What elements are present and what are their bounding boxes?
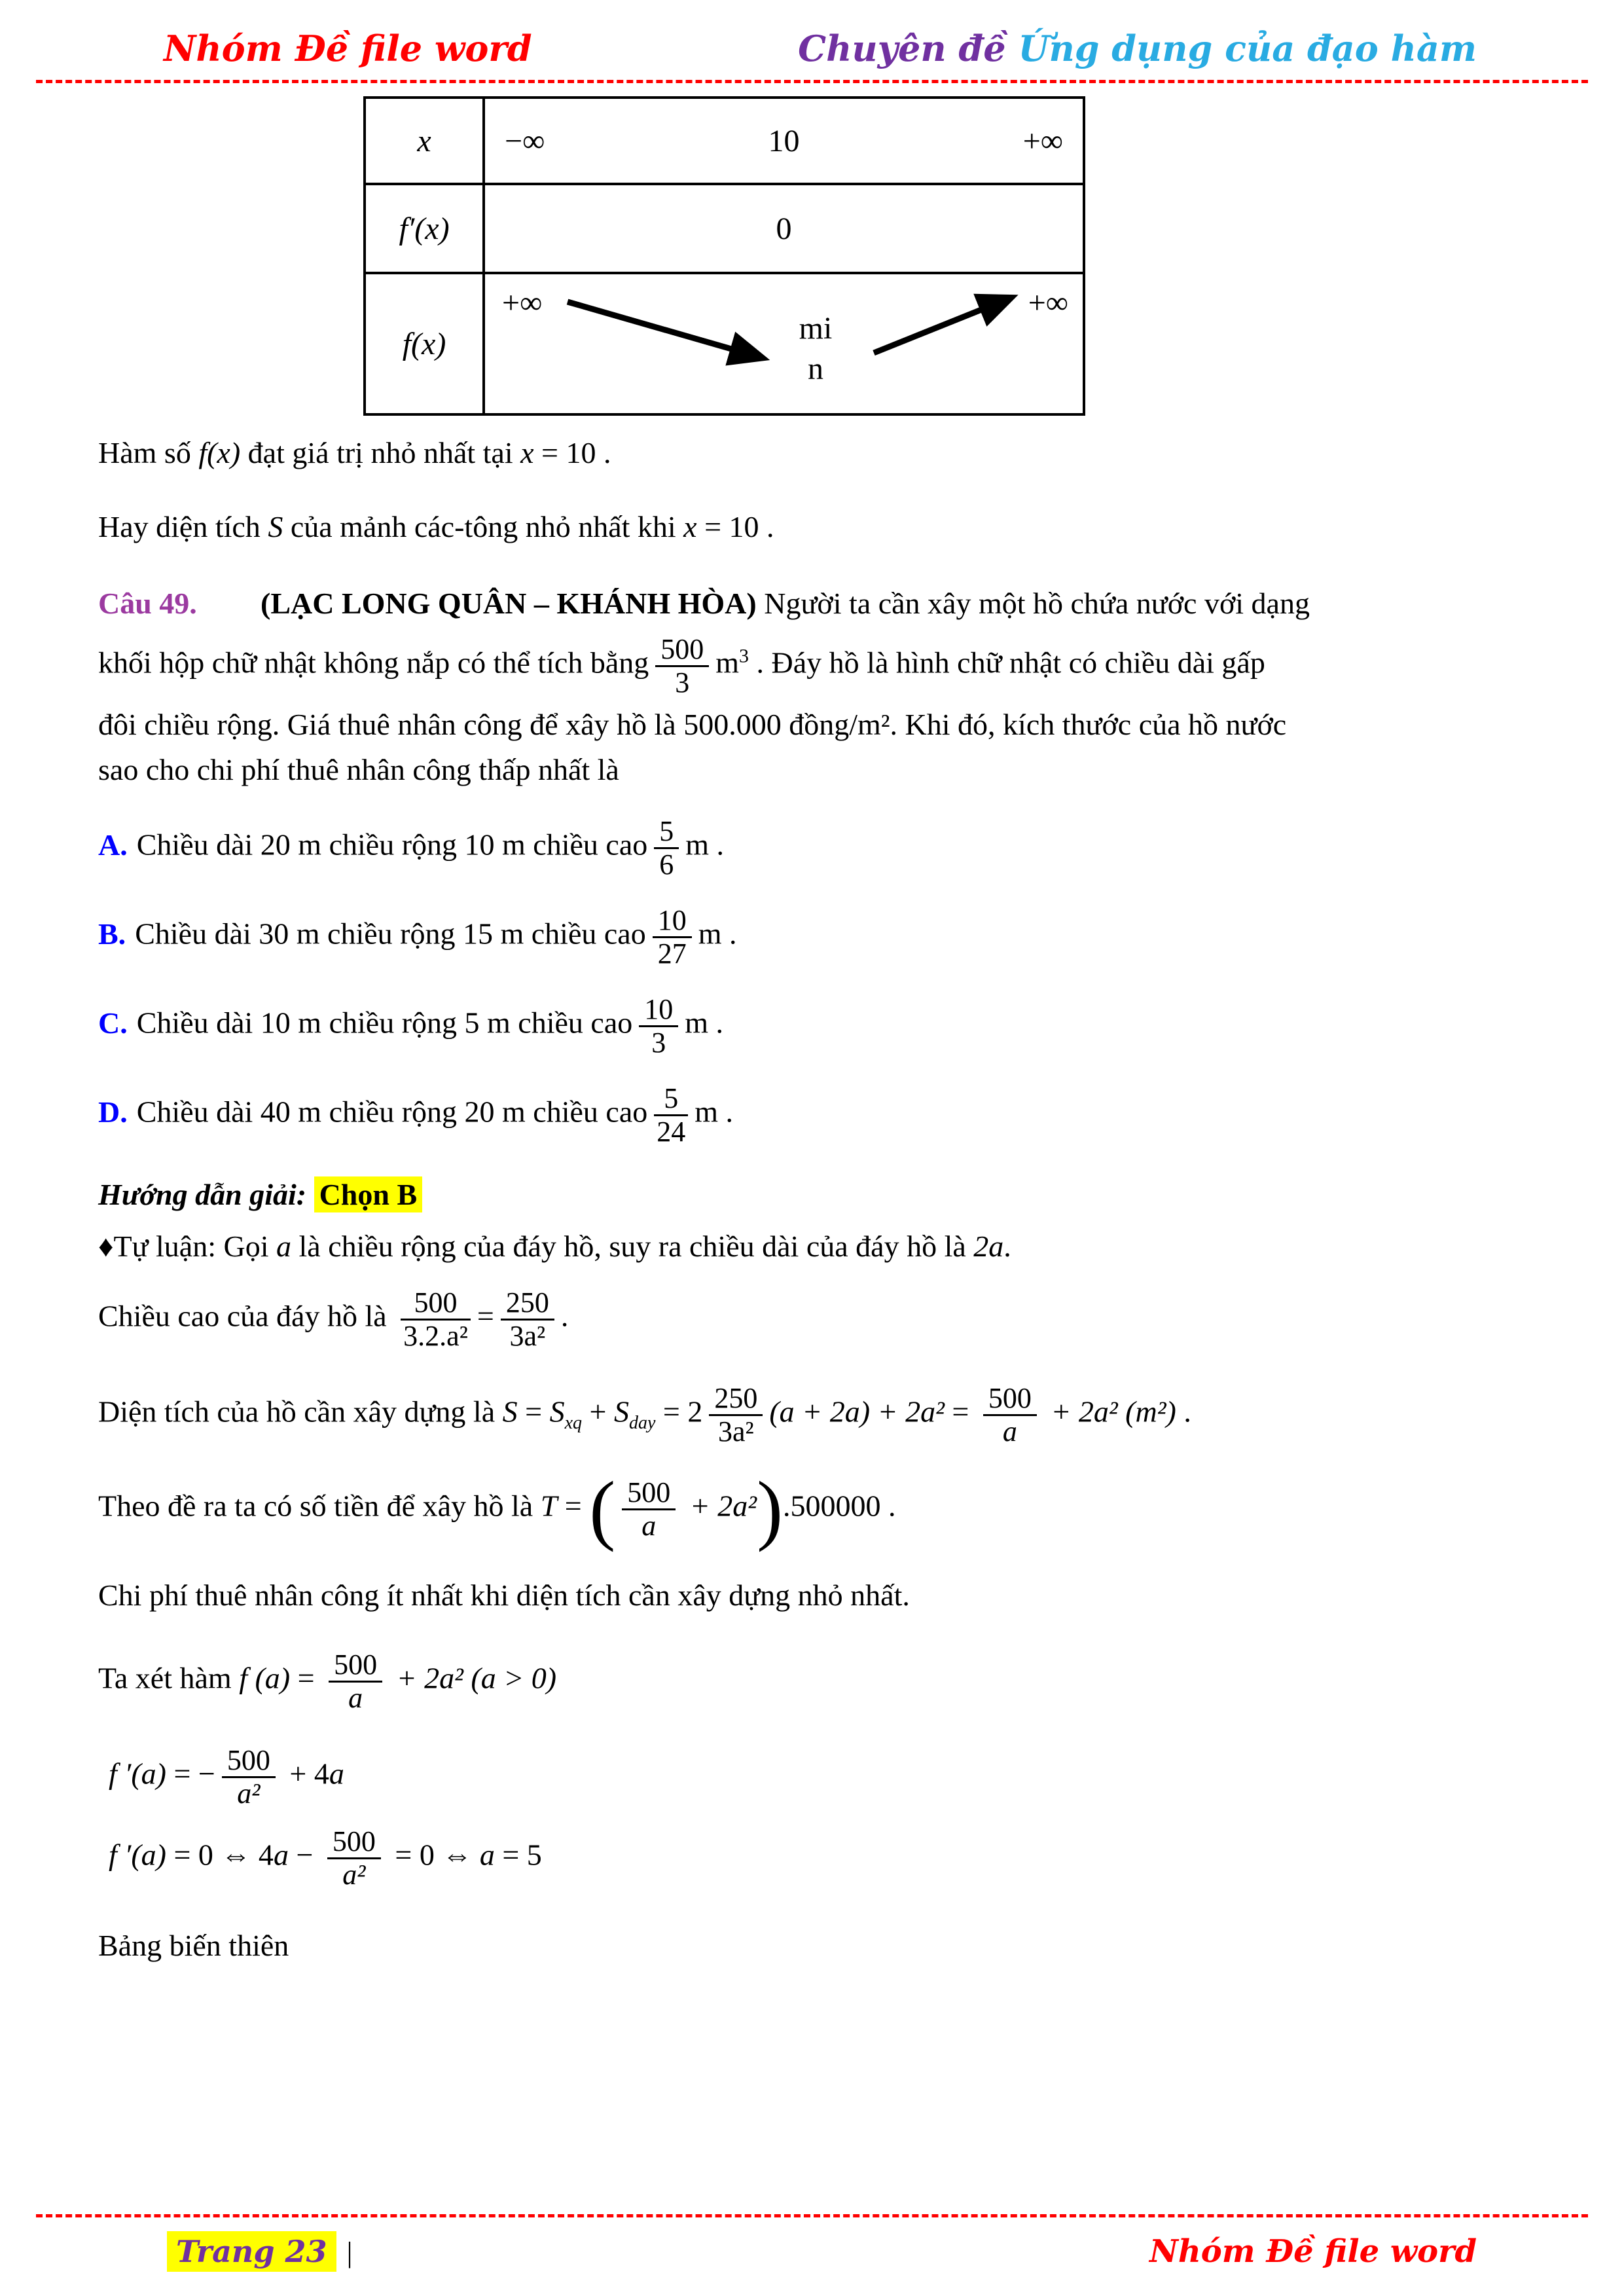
footer-brand: Nhóm Đề file word xyxy=(1149,2233,1477,2270)
volume-fraction: $\frac{500}{3}$ xyxy=(655,634,709,698)
arrow-decreasing-icon xyxy=(562,293,778,373)
question-49 xyxy=(98,581,1526,792)
option-A-fraction: $\frac{5}{6}$ xyxy=(654,816,679,880)
money-fraction: $\frac{500}{a}$ xyxy=(622,1477,676,1541)
var-x: x xyxy=(520,436,534,469)
var-x: x xyxy=(683,510,697,543)
question-line-1: Câu 49. (LẠC LONG QUÂN – KHÁNH HÒA) Người ta cần xây một hồ chứa nước với dạng xyxy=(98,581,1526,626)
bbt-label: Bảng biến thiên xyxy=(98,1929,289,1963)
variation-table xyxy=(363,96,1085,416)
option-D-fraction: $\frac{5}{24}$ xyxy=(654,1083,688,1147)
min-statement: Hàm số f(x) đạt giá trị nhỏ nhất tại x = 10 . xyxy=(98,436,611,469)
table-f-values xyxy=(485,274,1083,413)
header-brand: Nhóm Đề file word xyxy=(164,27,532,69)
header-topic xyxy=(798,27,1477,69)
f-left-limit: +∞ xyxy=(502,285,543,320)
table-f-label: f(x) xyxy=(366,274,485,413)
area-fraction-2: $\frac{500}{a}$ xyxy=(983,1383,1037,1447)
option-D: D. Chiều dài 40 m chiều rộng 20 m chiều cao $\frac{5}{24}$ m . xyxy=(98,1082,734,1148)
header-topic-title: Ứng dụng của đạo hàm xyxy=(1018,27,1477,69)
x-critical-value: 10 xyxy=(768,123,800,158)
f-minimum-label: mi n xyxy=(799,311,833,387)
solution-derivative-line: f ′(a) = − $\frac{500}{\text{a²}}$ + 4a xyxy=(109,1744,344,1810)
solution-tuluan: ♦Tự luận: Gọi a là chiều rộng của đáy hồ, suy ra chiều dài của đáy hồ là 2a. xyxy=(98,1230,1011,1264)
x-plus-infinity: +∞ xyxy=(1022,123,1063,158)
option-A-label: A. xyxy=(98,828,128,862)
arrow-increasing-icon xyxy=(869,289,1026,364)
f-right-limit: +∞ xyxy=(1028,285,1068,320)
option-B-fraction: $\frac{10}{27}$ xyxy=(653,905,692,969)
page-body xyxy=(0,96,1624,1963)
answer-choice-highlight: Chọn B xyxy=(314,1176,423,1212)
table-x-values xyxy=(485,99,1083,185)
option-C: C. Chiều dài 10 m chiều rộng 5 m chiều cao $\frac{10}{3}$ m . xyxy=(98,993,724,1059)
var-T: T xyxy=(540,1489,558,1523)
question-number: Câu 49. xyxy=(98,587,197,620)
option-B-label: B. xyxy=(98,917,126,951)
option-C-fraction: $\frac{10}{3}$ xyxy=(639,994,678,1058)
option-C-label: C. xyxy=(98,1006,128,1040)
derivative-fraction: $\frac{500}{\text{a²}}$ xyxy=(222,1745,276,1809)
solution-height-line: Chiều cao của đáy hồ là $\frac{500}{\text{3.2.a²}}$ = $\frac{250}{\text{3a²}}$ . xyxy=(98,1286,569,1352)
page-header xyxy=(36,0,1588,83)
solution-consider-line: Ta xét hàm f (a) = $\frac{500}{a}$ + 2a² (a > 0) xyxy=(98,1649,557,1714)
area-statement: Hay diện tích S của mảnh các-tông nhỏ nhất khi x = 10 . xyxy=(98,510,774,543)
diamond-bullet-icon: ♦ xyxy=(98,1230,114,1264)
solution-area-line: Diện tích của hồ cần xây dựng là $S = S_{xq} + S_{day} = 2$ $\frac{250}{\text{3a²}}$ (a + 2a) + 2a² = $\frac{500}{a}$ + 2a² (m²) . xyxy=(98,1382,1191,1448)
question-line-2: khối hộp chữ nhật không nắp có thể tích bằng $\frac{500}{3}$ $m^3$ . Đáy hồ là hình chữ nhật có chiều dài gấp xyxy=(98,633,1265,699)
solution-money-line: Theo đề ra ta có số tiền để xây hồ là T = ( $\frac{500}{a}$ + 2a²).500000 . xyxy=(98,1465,896,1553)
solution-cost-line: Chi phí thuê nhân công ít nhất khi diện tích cần xây dựng nhỏ nhất. xyxy=(98,1578,910,1613)
page-number-badge: Trang 23 xyxy=(167,2231,336,2272)
var-S: S xyxy=(268,510,283,543)
header-topic-prefix: Chuyên đề xyxy=(798,27,1019,69)
solution-heading: Hướng dẫn giải: Chọn B xyxy=(98,1177,1526,1212)
x-minus-infinity: −∞ xyxy=(505,123,545,158)
height-fraction-1: $\frac{500}{\text{3.2.a²}}$ xyxy=(401,1287,471,1351)
var-a: a xyxy=(276,1230,291,1264)
table-x-label: x xyxy=(366,99,485,185)
footer-separator: | xyxy=(346,2236,353,2269)
option-D-label: D. xyxy=(98,1095,128,1129)
question-line-3: đôi chiều rộng. Giá thuê nhân công để xây hồ là 500.000 đồng/m². Khi đó, kích thước của hồ nước xyxy=(98,708,1287,742)
question-source: (LẠC LONG QUÂN – KHÁNH HÒA) xyxy=(261,587,757,620)
var-2a: 2a xyxy=(973,1230,1004,1264)
option-B: B. Chiều dài 30 m chiều rộng 15 m chiều cao $\frac{10}{27}$ m . xyxy=(98,904,737,970)
fprime-zero: 0 xyxy=(776,211,792,246)
consider-fraction: $\frac{500}{a}$ xyxy=(329,1649,382,1713)
area-fraction-1: $\frac{250}{\text{3a²}}$ xyxy=(709,1383,763,1447)
table-fprime-label: f′(x) xyxy=(366,185,485,274)
option-A: A. Chiều dài 20 m chiều rộng 10 m chiều cao $\frac{5}{6}$ m . xyxy=(98,815,725,881)
table-fprime-values xyxy=(485,185,1083,274)
f-of-x: f(x) xyxy=(198,436,241,469)
page-footer xyxy=(36,2214,1588,2270)
question-line-4: sao cho chi phí thuê nhân công thấp nhất là xyxy=(98,753,619,787)
height-fraction-2: $\frac{250}{\text{3a²}}$ xyxy=(501,1287,554,1351)
solution-derivative-zero-line: f ′(a) = 0 ⇔ 4a − $\frac{500}{\text{a²}}$ = 0 ⇔ a = 5 xyxy=(109,1825,542,1891)
derivative-zero-fraction: $\frac{500}{\text{a²}}$ xyxy=(327,1826,381,1890)
footer-left xyxy=(167,2234,352,2269)
